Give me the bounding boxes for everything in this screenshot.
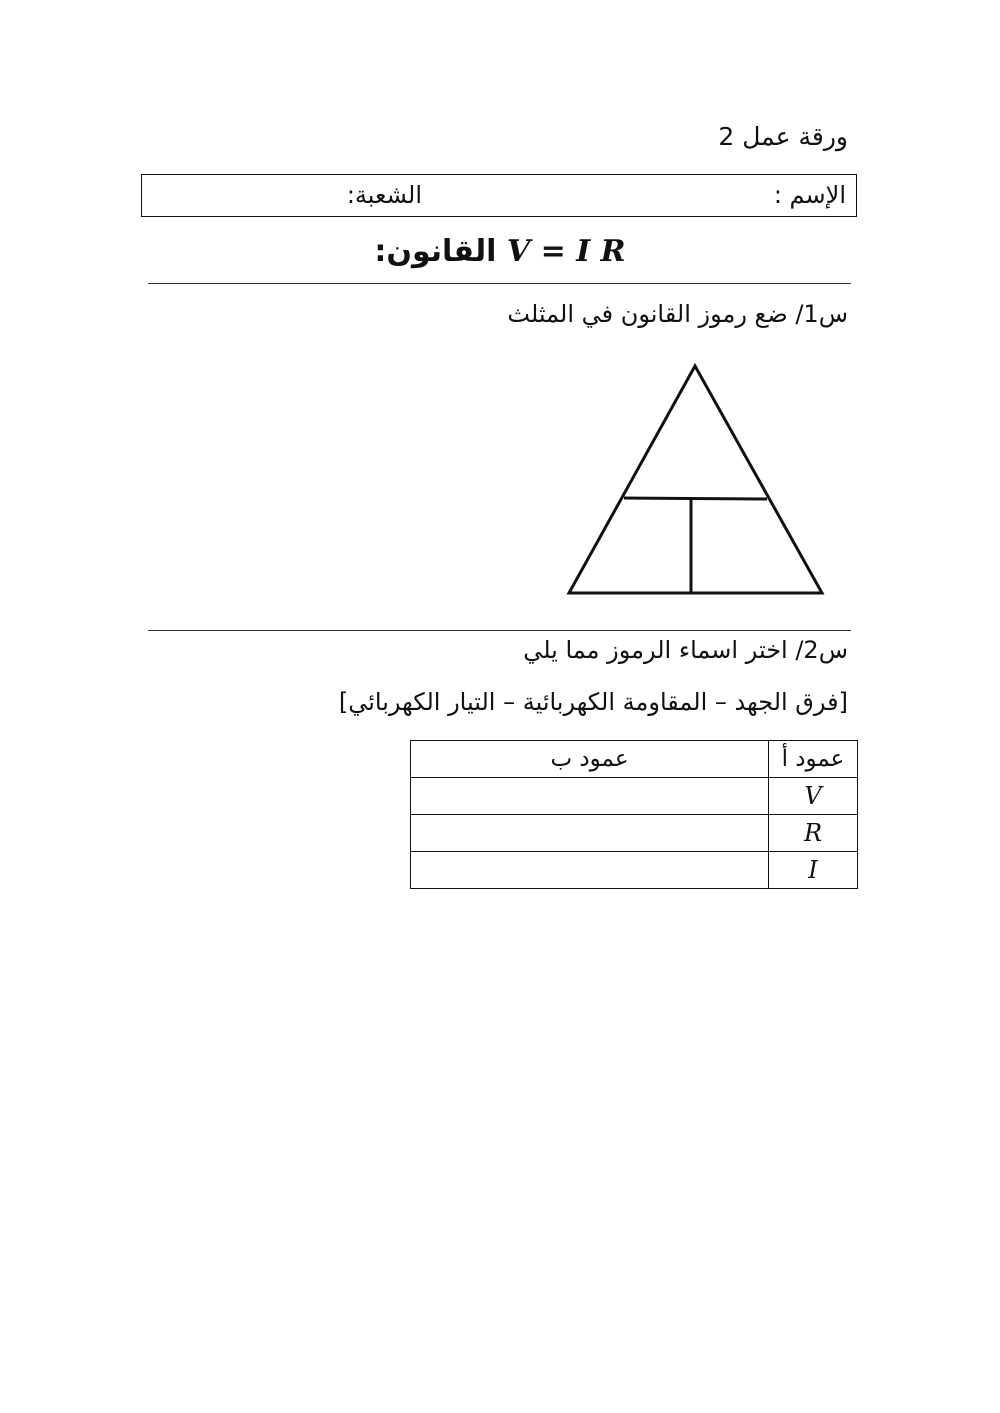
divider (148, 630, 851, 631)
symbol-cell: I (769, 852, 858, 889)
question-1: س1/ ضع رموز القانون في المثلث (507, 300, 848, 328)
answer-cell[interactable] (411, 778, 769, 815)
divider (148, 283, 851, 284)
triangle-horizontal-divider (624, 498, 767, 499)
student-info-box (141, 174, 857, 217)
law-heading (0, 234, 1000, 269)
symbol-cell: R (769, 815, 858, 852)
symbol-cell: V (769, 778, 858, 815)
col-a-header: عمود أ (769, 741, 858, 778)
matching-table (410, 740, 858, 889)
answer-cell[interactable] (411, 815, 769, 852)
worksheet-title: ورقة عمل 2 (718, 122, 848, 151)
section-label: الشعبة: (346, 181, 422, 209)
table-header-row (411, 741, 858, 778)
law-formula: V = I R (506, 234, 626, 269)
answer-cell[interactable] (411, 852, 769, 889)
question-2: س2/ اختر اسماء الرموز مما يلي (523, 636, 848, 664)
table-row (411, 852, 858, 889)
col-b-header: عمود ب (411, 741, 769, 778)
law-triangle-diagram (560, 360, 830, 605)
name-label: الإسم : (773, 181, 846, 209)
table-row (411, 778, 858, 815)
table-row (411, 815, 858, 852)
answer-options: [فرق الجهد – المقاومة الكهربائية – التيار الكهربائي] (338, 688, 848, 716)
triangle-outline (569, 366, 822, 593)
law-label: القانون: (374, 234, 497, 269)
